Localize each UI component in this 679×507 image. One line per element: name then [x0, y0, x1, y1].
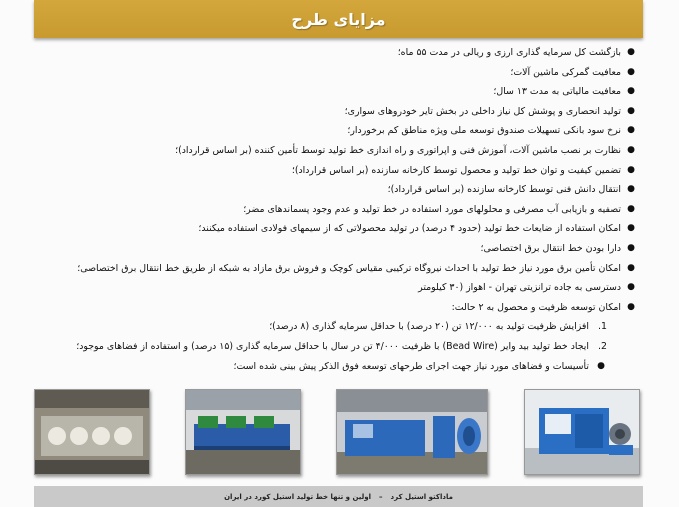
- list-item: ● دسترسی به جاده ترانزیتی تهران - اهواز (۳۰ کیلومتر: [41, 278, 641, 298]
- bullet-icon: ●: [627, 203, 635, 214]
- list-item: ● تولید انحصاری و پوشش کل نیاز داخلی در بخش تایر خودروهای سواری؛: [41, 102, 641, 122]
- list-item: ● امکان تأمین برق مورد نیاز خط تولید با احداث نیروگاه ترکیبی مقیاس کوچک و فروش برق مازاد به شبکه از طریق خط انتقال برق اختصاصی؛: [41, 259, 641, 279]
- list-item: ● نظارت بر نصب ماشین آلات، آموزش فنی و اپراتوری و راه اندازی خط تولید توسط تأمین کننده (بر اساس قرارداد)؛: [41, 141, 641, 161]
- footer-slogan: اولین و تنها خط تولید استیل کورد در ایران: [224, 492, 371, 501]
- footer-company: ماداکتو استیل کرد: [390, 492, 453, 501]
- list-item: ● انتقال دانش فنی توسط کارخانه سازنده (بر اساس قرارداد)؛: [41, 180, 641, 200]
- bullet-icon: ●: [627, 242, 635, 253]
- list-item: ● دارا بودن خط انتقال برق اختصاصی؛: [41, 239, 641, 259]
- page-title: مزایای طرح: [291, 9, 386, 29]
- bullet-icon: ●: [627, 125, 635, 136]
- bullet-icon: ●: [627, 184, 635, 195]
- bullet-icon: ●: [627, 66, 635, 77]
- factory-photo-tanks: [34, 389, 150, 475]
- bullet-icon: ●: [627, 86, 635, 97]
- bullet-icon: ●: [627, 144, 635, 155]
- list-item: ● تصفیه و بازیابی آب مصرفی و محلولهای مورد استفاده در خط تولید و عدم وجود پسماندهای مضر؛: [41, 200, 641, 220]
- bullet-icon: ●: [627, 105, 635, 116]
- sub-list-item: 2. ایجاد خط تولید بید وایر (Bead Wire) با ظرفیت ۴/۰۰۰ تن در سال با حداقل سرمایه گذاری (۱۵ درصد) و استفاده از فضاهای موجود؛: [76, 340, 607, 352]
- bullet-icon: ●: [597, 360, 605, 371]
- list-item: ● امکان توسعه ظرفیت و محصول به ۲ حالت:: [41, 298, 641, 318]
- list-item: ● معافیت مالیاتی به مدت ۱۳ سال؛: [41, 82, 641, 102]
- bullet-icon: ●: [627, 164, 635, 175]
- list-item: ● تضمین کیفیت و توان خط تولید و محصول توسط کارخانه سازنده (بر اساس قرارداد)؛: [41, 161, 641, 181]
- title-banner: [34, 0, 643, 38]
- bullet-icon: ●: [627, 223, 635, 234]
- document-page: [34, 0, 643, 507]
- sub-list-item: 1. افزایش ظرفیت تولید به ۱۲/۰۰۰ تن (۲۰ درصد) با حداقل سرمایه گذاری (۸ درصد)؛: [269, 321, 607, 333]
- footer-bar: [34, 486, 643, 507]
- bullet-icon: ●: [627, 262, 635, 273]
- photo-strip: [34, 389, 643, 477]
- factory-photo-wire-line: [336, 389, 488, 475]
- list-item: ● نرخ سود بانکی تسهیلات صندوق توسعه ملی ویژه مناطق کم برخوردار؛: [41, 121, 641, 141]
- bullet-icon: ●: [627, 301, 635, 312]
- sub-list-item: ● تأسیسات و فضاهای مورد نیاز جهت اجرای طرحهای توسعه فوق الذکر پیش بینی شده است؛: [41, 357, 641, 377]
- footer-separator: –: [379, 492, 383, 501]
- factory-photo-production-line: [185, 389, 301, 475]
- list-item: ● معافیت گمرکی ماشین آلات؛: [41, 63, 641, 83]
- bullet-icon: ●: [627, 47, 635, 57]
- list-item: ● امکان استفاده از ضایعات خط تولید (حدود ۴ درصد) در تولید محصولاتی که از سیمهای فولادی استفاده میکنند؛: [41, 219, 641, 239]
- bullet-icon: ●: [627, 282, 635, 293]
- factory-photo-machine: [524, 389, 640, 475]
- benefits-list: [41, 43, 641, 376]
- list-item: ● بازگشت کل سرمایه گذاری ارزی و ریالی در مدت ۵۵ ماه؛: [41, 43, 641, 63]
